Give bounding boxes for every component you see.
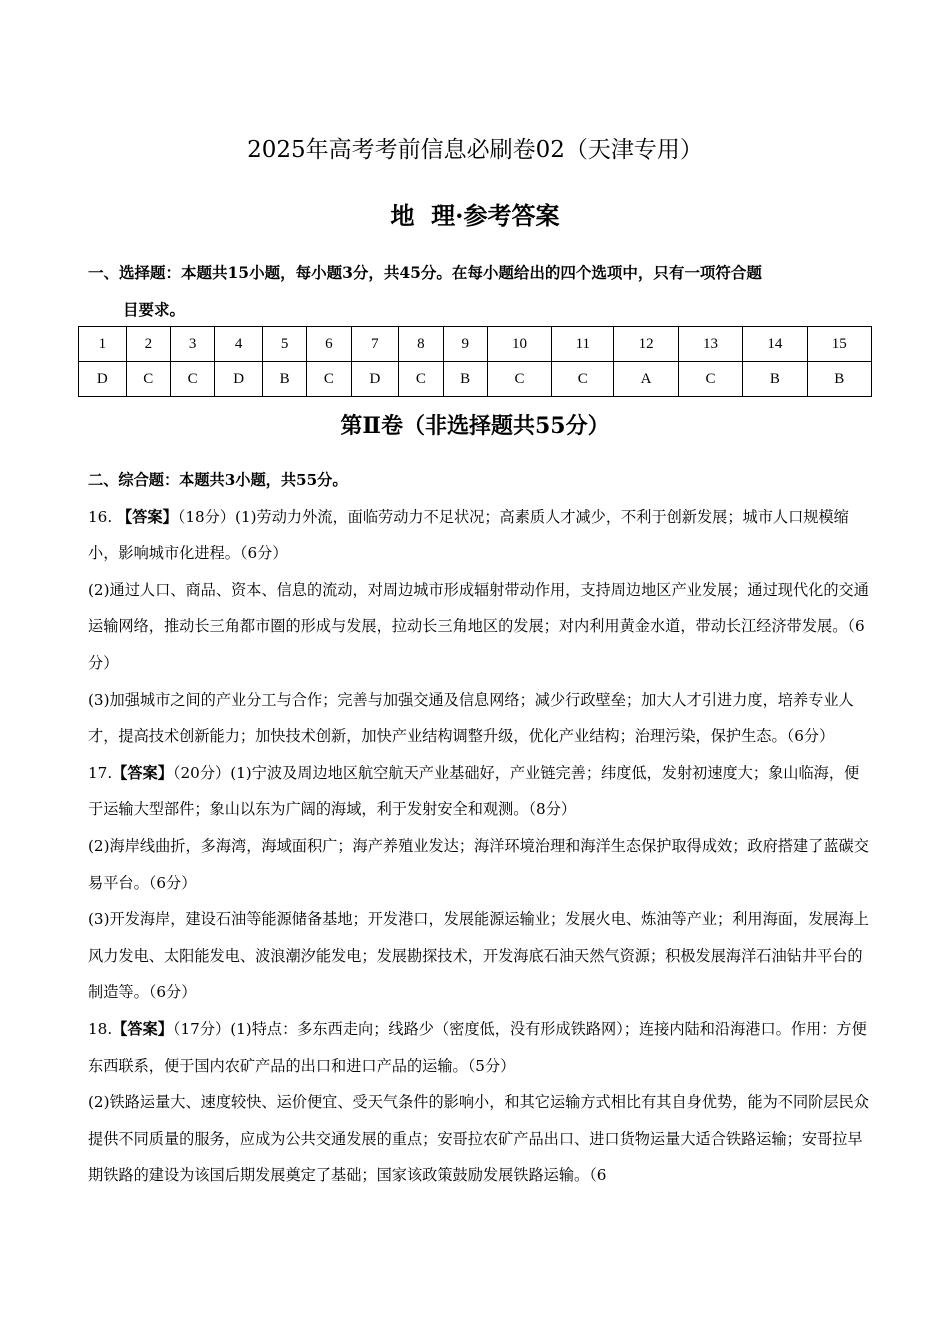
q17-answer-part2: (2)海岸线曲折，多海湾，海域面积广；海产养殖业发达；海洋环境治理和海洋生态保护取得成效；政府搭建了蓝碳交易平台。（6分） xyxy=(88,836,869,892)
answer-cell: A xyxy=(614,362,678,397)
answer-cell: D xyxy=(351,362,399,397)
question-number: 15 xyxy=(807,327,871,362)
section2-heading: 二、综合题：本题共3小题，共55分。 xyxy=(88,471,348,489)
question-number: 3 xyxy=(170,327,214,362)
q16-number: 16. xyxy=(88,507,117,526)
q18-part1-text: （17分）(1)特点：多东西走向；线路少（密度低，没有形成铁路网）；连接内陆和沿海港口。作用：方便东西联系，便于国内农矿产品的出口和进口产品的运输。（5分） xyxy=(88,1019,867,1075)
page-title: 2025年高考考前信息必刷卷02（天津专用） xyxy=(247,137,703,163)
q17-part1-text: （20分）(1)宁波及周边地区航空航天产业基础好，产业链完善；纬度低，发射初速度大；象山临海，便于运输大型部件；象山以东为广阔的海域，利于发射安全和观测。（8分） xyxy=(88,763,860,819)
answer-cell: B xyxy=(807,362,871,397)
q18-answer-part1 xyxy=(88,1011,872,1084)
question-number: 5 xyxy=(262,327,306,362)
question-number: 2 xyxy=(126,327,170,362)
question-number: 11 xyxy=(552,327,614,362)
answer-cell: B xyxy=(443,362,487,397)
q16-answer-part3: (3)加强城市之间的产业分工与合作；完善与加强交通及信息网络；减少行政壁垒；加大人才引进力度，培养专业人才，提高技术创新能力；加快技术创新，加快产业结构调整升级，优化产业结构；治理污染，保护生态。（6分） xyxy=(88,690,854,746)
question-number: 1 xyxy=(79,327,127,362)
q18-answer-label: 【答案】 xyxy=(112,1019,173,1038)
answer-table-number-row xyxy=(79,327,872,362)
answer-cell: B xyxy=(262,362,306,397)
answer-cell: C xyxy=(307,362,351,397)
answer-table xyxy=(78,326,872,397)
question-number: 7 xyxy=(351,327,399,362)
question-number: 13 xyxy=(678,327,742,362)
q17-number: 17. xyxy=(88,763,113,782)
question-number: 6 xyxy=(307,327,351,362)
answer-cell: C xyxy=(399,362,443,397)
answer-cell: C xyxy=(170,362,214,397)
q17-answer-label: 【答案】 xyxy=(112,763,173,782)
question-number: 4 xyxy=(215,327,263,362)
q18-answer-part2: (2)铁路运量大、速度较快、运价便宜、受天气条件的影响小，和其它运输方式相比有其自身优势，能为不同阶层民众提供不同质量的服务，应成为公共交通发展的重点；安哥拉农矿产品出口、进口货物运量大适合铁路运输；安哥拉早期铁路的建设为该国后期发展奠定了基础；国家该政策鼓励发展铁路运输。（6 xyxy=(88,1093,869,1185)
q16-answer-label: 【答案】 xyxy=(116,507,178,526)
page-subtitle: 地 理·参考答案 xyxy=(390,201,560,230)
q16-answer-part2: (2)通过人口、商品、资本、信息的流动，对周边城市形成辐射带动作用，支持周边地区产业发展；通过现代化的交通运输网络，推动长三角都市圈的形成与发展，拉动长三角地区的发展；对内利用黄金水道，带动长江经济带发展。（6分） xyxy=(88,580,869,672)
question-number: 8 xyxy=(399,327,443,362)
answer-cell: C xyxy=(487,362,551,397)
section1-line1: 一、选择题：本题共15小题，每小题3分，共45分。在每小题给出的四个选项中，只有一项符合题 xyxy=(88,263,762,282)
answer-cell: C xyxy=(126,362,170,397)
answer-cell: C xyxy=(678,362,742,397)
q16-answer-part1 xyxy=(88,499,872,572)
q18-number: 18. xyxy=(88,1019,113,1038)
question-number: 12 xyxy=(614,327,678,362)
section1-line2: 目要求。 xyxy=(123,300,186,319)
q17-answer-part3: (3)开发海岸，建设石油等能源储备基地；开发港口，发展能源运输业；发展火电、炼油等产业；利用海面，发展海上风力发电、太阳能发电、波浪潮汐能发电；发展勘探技术，开发海底石油天然气资源；积极发展海洋石油钻井平台的制造等。（6分） xyxy=(88,910,869,1002)
answer-cell: C xyxy=(552,362,614,397)
section2-body xyxy=(88,462,872,1194)
q17-answer-part1 xyxy=(88,755,872,828)
question-number: 14 xyxy=(743,327,807,362)
answer-table-answer-row xyxy=(79,362,872,397)
part2-title: 第Ⅱ卷（非选择题共55分） xyxy=(340,413,610,439)
answer-cell: D xyxy=(215,362,263,397)
question-number: 9 xyxy=(443,327,487,362)
q16-part1-text: （18分）(1)劳动力外流，面临劳动力不足状况；高素质人才减少，不利于创新发展；城市人口规模缩小，影响城市化进程。（6分） xyxy=(88,507,849,563)
answer-cell: D xyxy=(79,362,127,397)
section1-instructions xyxy=(88,254,872,328)
question-number: 10 xyxy=(487,327,551,362)
answer-cell: B xyxy=(743,362,807,397)
